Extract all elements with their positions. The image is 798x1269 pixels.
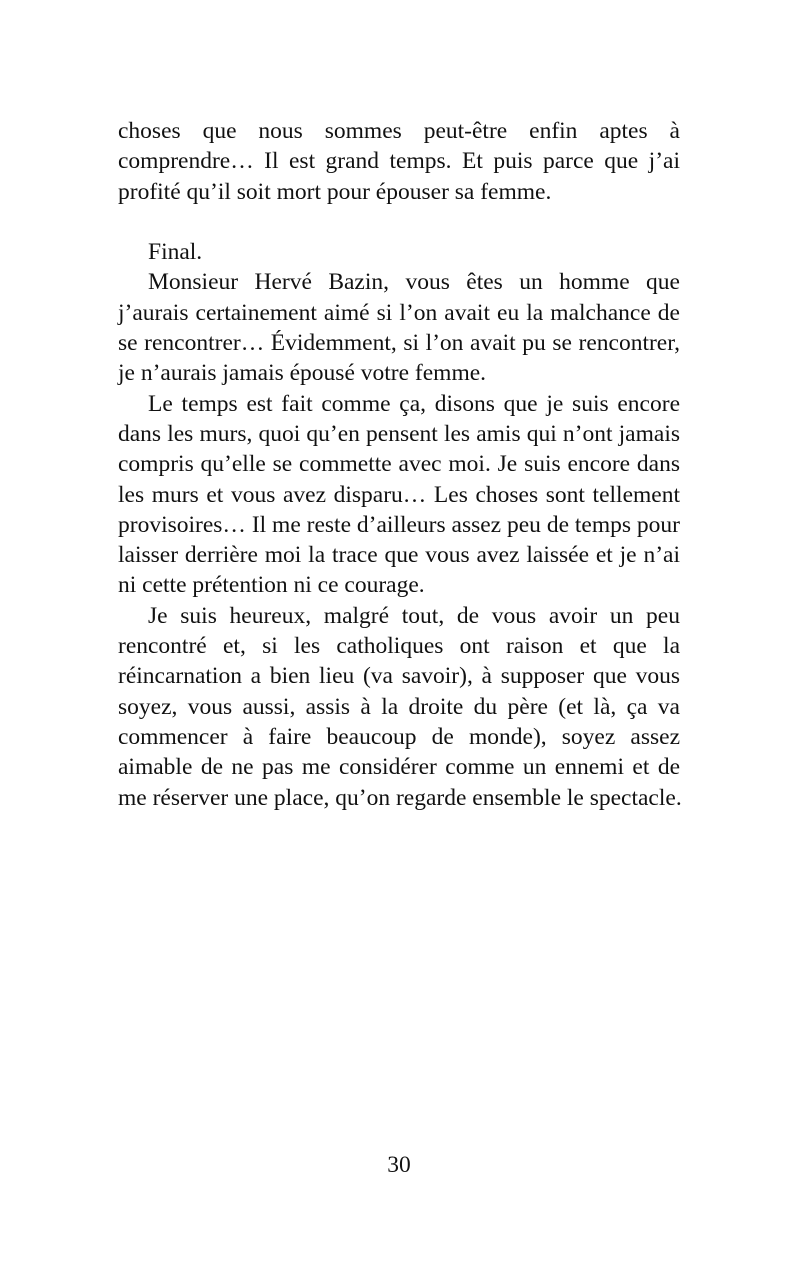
text-line: Monsieur Hervé Bazin, vous êtes un homme que <box>148 269 680 296</box>
text-line: laisser derrière moi la trace que vous avez laissée et je n’ai <box>118 542 680 569</box>
paragraph <box>118 601 680 813</box>
text-line: Je suis heureux, malgré tout, de vous avoir un peu <box>148 602 680 629</box>
paragraph <box>118 389 680 601</box>
paragraph <box>118 116 680 207</box>
text-line: dans les murs, quoi qu’en pensent les amis qui n’ont jamais <box>118 420 680 447</box>
text-line: comprendre… Il est grand temps. Et puis parce que j’ai <box>118 148 680 175</box>
text-line: commencer à faire beaucoup de monde), soyez assez <box>118 723 680 750</box>
paragraph <box>118 267 680 388</box>
paragraph-gap <box>118 207 680 237</box>
text-line: se rencontrer… Évidemment, si l’on avait pu se rencontrer, <box>118 330 680 357</box>
text-line: me réserver une place, qu’on regarde ensemble le spectacle. <box>118 784 682 811</box>
text-line: profité qu’il soit mort pour épouser sa femme. <box>118 178 552 205</box>
body-text <box>118 116 680 813</box>
text-line: je n’aurais jamais épousé votre femme. <box>118 360 487 387</box>
text-line: compris qu’elle se commette avec moi. Je suis encore dans <box>118 451 680 478</box>
text-line: soyez, vous aussi, assis à la droite du père (et là, ça va <box>118 693 680 720</box>
text-line: Le temps est fait comme ça, disons que je suis encore <box>148 390 680 417</box>
text-line: les murs et vous avez disparu… Les choses sont tellement <box>118 481 680 508</box>
text-line: provisoires… Il me reste d’ailleurs assez peu de temps pour <box>118 511 680 538</box>
page-number: 30 <box>387 1152 411 1178</box>
text-line: aimable de ne pas me considérer comme un ennemi et de <box>118 754 680 781</box>
text-line: Final. <box>148 239 203 266</box>
paragraph <box>118 237 680 267</box>
text-line: choses que nous sommes peut-être enfin aptes à <box>118 118 680 144</box>
text-line: j’aurais certainement aimé si l’on avait eu la malchance de <box>118 299 680 326</box>
text-line: rencontré et, si les catholiques ont raison et que la <box>118 633 680 660</box>
text-line: réincarnation a bien lieu (va savoir), à supposer que vous <box>118 663 680 690</box>
text-line: ni cette prétention ni ce courage. <box>118 572 425 599</box>
